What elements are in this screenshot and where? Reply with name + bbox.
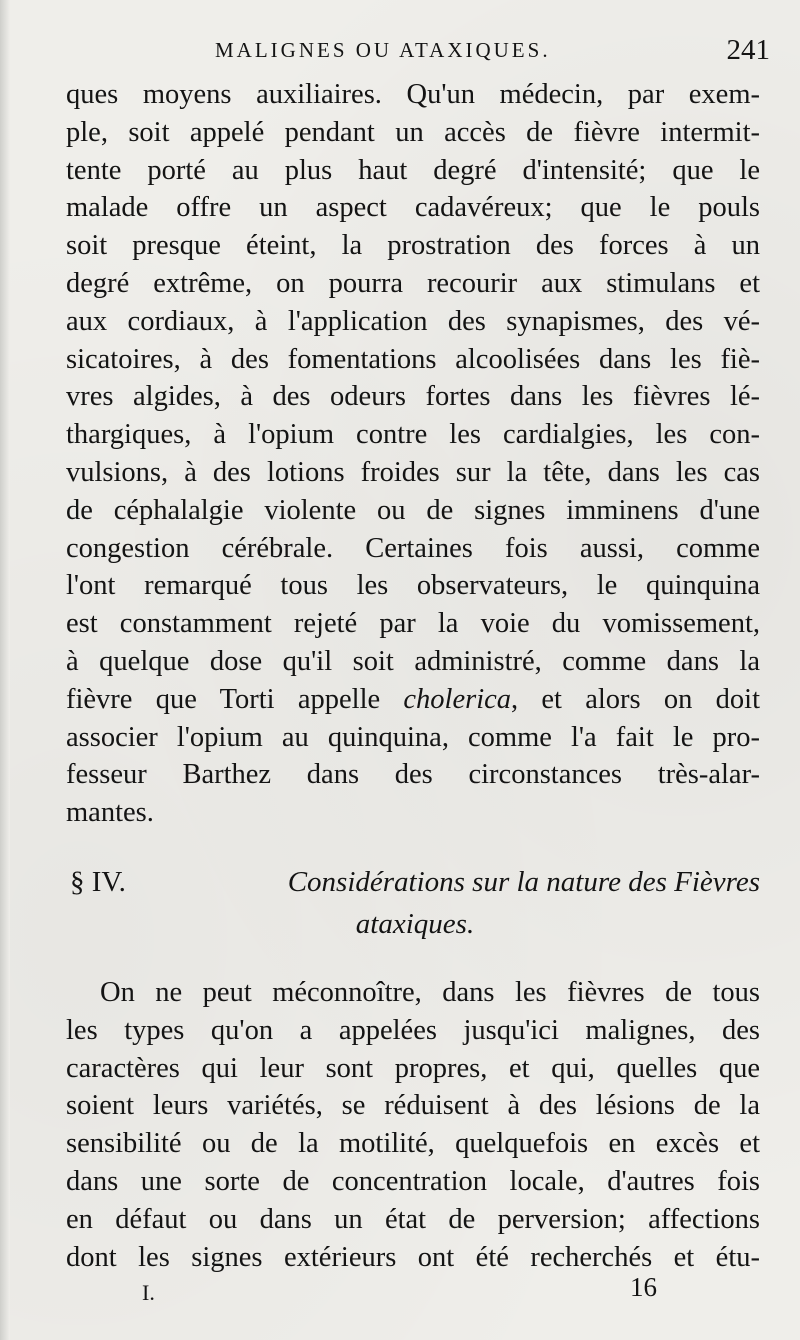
text-span: fièvre que Torti appelle: [66, 683, 404, 715]
text-line: est constamment rejeté par la voie du vomissement,: [66, 608, 760, 640]
text-line: à quelque dose qu'il soit administré, comme dans la: [66, 645, 760, 677]
section-heading: [70, 860, 760, 944]
text-line-with-italic: [66, 681, 760, 719]
page-header: [70, 34, 770, 70]
text-line: thargiques, à l'opium contre les cardialgies, les con-: [66, 419, 760, 451]
text-line: congestion cérébrale. Certaines fois aussi, comme: [66, 532, 760, 564]
text-line: ple, soit appelé pendant un accès de fièvre intermit-: [66, 116, 760, 148]
page-footer: [70, 1272, 760, 1312]
text-line: mantes.: [66, 797, 154, 829]
running-head: MALIGNES OU ATAXIQUES.: [215, 38, 551, 62]
section-heading-line: [70, 860, 760, 904]
paragraph-continuation: [66, 76, 760, 832]
text-line: tente porté au plus haut degré d'intensité; que le: [66, 154, 760, 186]
text-line: les types qu'on a appelées jusqu'ici malignes, des: [66, 1014, 760, 1046]
text-line: l'ont remarqué tous les observateurs, le quinquina: [66, 570, 760, 602]
section-title-continuation: ataxiques.: [355, 908, 475, 940]
text-line: On ne peut méconnoître, dans les fièvres de tous: [100, 977, 760, 1008]
section-number: § IV.: [70, 866, 126, 898]
text-line: sicatoires, à des fomentations alcoolisées dans les fiè-: [66, 343, 760, 375]
italic-term: cholerica: [403, 683, 512, 715]
text-line: degré extrême, on pourra recourir aux stimulans et: [66, 267, 760, 299]
text-line: soit presque éteint, la prostration des forces à un: [66, 230, 760, 262]
text-line: caractères qui leur sont propres, et qui, quelles que: [66, 1052, 760, 1084]
text-line: dont les signes extérieurs ont été recherchés et étu-: [66, 1241, 760, 1273]
page-number: 241: [726, 34, 770, 66]
text-line: vres algides, à des odeurs fortes dans les fièvres lé-: [66, 381, 760, 413]
text-span: , et alors on doit: [511, 683, 760, 715]
text-line: de céphalalgie violente ou de signes imminens d'une: [66, 494, 760, 526]
text-line: dans une sorte de concentration locale, d'autres fois: [66, 1165, 760, 1197]
text-line: fesseur Barthez dans des circonstances très-alar-: [66, 759, 760, 791]
text-line: en défaut ou dans un état de perversion; affections: [66, 1203, 760, 1235]
text-line: malade offre un aspect cadavéreux; que le pouls: [66, 192, 760, 224]
text-line: vulsions, à des lotions froides sur la tête, dans les cas: [66, 456, 760, 488]
text-line: associer l'opium au quinquina, comme l'a fait le pro-: [66, 721, 760, 753]
text-line: soient leurs variétés, se réduisent à des lésions de la: [66, 1090, 760, 1122]
text-line: aux cordiaux, à l'application des synapismes, des vé-: [66, 305, 760, 337]
text-line: ques moyens auxiliaires. Qu'un médecin, par exem-: [66, 79, 760, 110]
paragraph: [66, 974, 760, 1276]
text-line: sensibilité ou de la motilité, quelquefois en excès et: [66, 1128, 760, 1160]
volume-signature: I.: [142, 1280, 155, 1305]
gathering-signature: 16: [630, 1272, 657, 1302]
section-title: Considérations sur la nature des Fièvres: [287, 866, 760, 898]
page-edge-shadow: [0, 0, 10, 1340]
